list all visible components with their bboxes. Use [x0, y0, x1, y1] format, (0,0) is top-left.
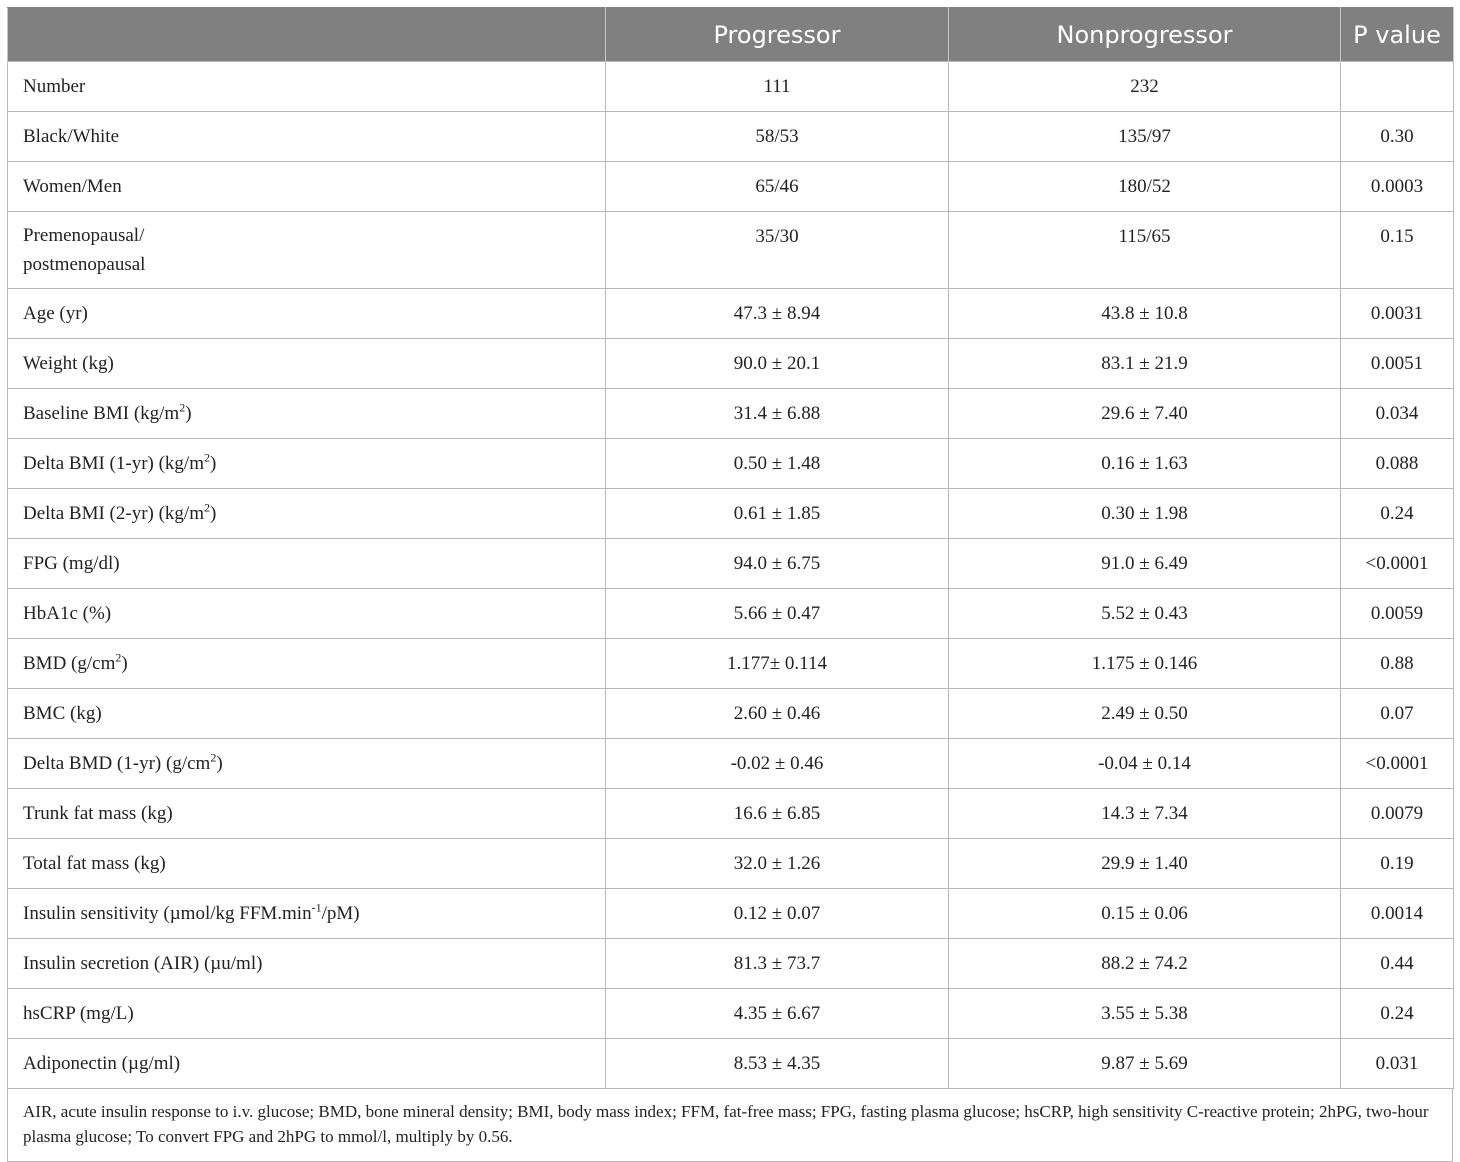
- row-label-line2: postmenopausal: [23, 254, 146, 275]
- data-table-container: [7, 7, 1453, 1162]
- row-label-superscript: -1: [311, 900, 322, 915]
- row-label-suffix: ): [209, 502, 217, 524]
- table-row: [8, 589, 1454, 639]
- row-label: Number: [8, 62, 606, 112]
- p-value: 0.30: [1341, 112, 1454, 162]
- nonprogressor-value: 115/65: [949, 212, 1341, 289]
- progressor-value: 32.0 ± 1.26: [606, 839, 949, 889]
- table-header-row: [8, 8, 1454, 62]
- progressor-value: 4.35 ± 6.67: [606, 989, 949, 1039]
- table-row: [8, 162, 1454, 212]
- row-label-superscript: 2: [179, 400, 186, 415]
- progressor-value: 16.6 ± 6.85: [606, 789, 949, 839]
- table-row: [8, 489, 1454, 539]
- nonprogressor-value: -0.04 ± 0.14: [949, 739, 1341, 789]
- nonprogressor-value: 0.30 ± 1.98: [949, 489, 1341, 539]
- row-label-superscript: 2: [115, 650, 122, 665]
- nonprogressor-value: 91.0 ± 6.49: [949, 539, 1341, 589]
- row-label: [8, 639, 606, 689]
- row-label-text: BMD (g/cm: [23, 652, 116, 674]
- table-row: [8, 739, 1454, 789]
- p-value: 0.0031: [1341, 289, 1454, 339]
- row-label: HbA1c (%): [8, 589, 606, 639]
- row-label: Total fat mass (kg): [8, 839, 606, 889]
- nonprogressor-value: 14.3 ± 7.34: [949, 789, 1341, 839]
- row-label-line1: Premenopausal/: [23, 225, 145, 246]
- progressor-value: 2.60 ± 0.46: [606, 689, 949, 739]
- row-label: Black/White: [8, 112, 606, 162]
- progressor-value: 90.0 ± 20.1: [606, 339, 949, 389]
- nonprogressor-value: 3.55 ± 5.38: [949, 989, 1341, 1039]
- nonprogressor-value: 9.87 ± 5.69: [949, 1039, 1341, 1089]
- p-value: 0.031: [1341, 1039, 1454, 1089]
- progressor-value: 0.50 ± 1.48: [606, 439, 949, 489]
- row-label: Insulin secretion (AIR) (µu/ml): [8, 939, 606, 989]
- p-value: 0.15: [1341, 212, 1454, 289]
- row-label: Adiponectin (µg/ml): [8, 1039, 606, 1089]
- table-row: [8, 62, 1454, 112]
- table-row: [8, 639, 1454, 689]
- p-value: 0.088: [1341, 439, 1454, 489]
- row-label: BMC (kg): [8, 689, 606, 739]
- p-value: 0.07: [1341, 689, 1454, 739]
- row-label: [8, 889, 606, 939]
- nonprogressor-value: 180/52: [949, 162, 1341, 212]
- p-value: 0.0079: [1341, 789, 1454, 839]
- row-label-superscript: 2: [203, 500, 210, 515]
- progressor-value: 81.3 ± 73.7: [606, 939, 949, 989]
- row-label: Women/Men: [8, 162, 606, 212]
- p-value: 0.0014: [1341, 889, 1454, 939]
- nonprogressor-value: 5.52 ± 0.43: [949, 589, 1341, 639]
- row-label-text: Delta BMD (1-yr) (g/cm: [23, 752, 211, 774]
- table-row: [8, 1039, 1454, 1089]
- progressor-value: 1.177± 0.114: [606, 639, 949, 689]
- nonprogressor-value: 2.49 ± 0.50: [949, 689, 1341, 739]
- nonprogressor-value: 29.6 ± 7.40: [949, 389, 1341, 439]
- p-value: 0.0003: [1341, 162, 1454, 212]
- table-row: [8, 389, 1454, 439]
- nonprogressor-value: 232: [949, 62, 1341, 112]
- progressor-value: 5.66 ± 0.47: [606, 589, 949, 639]
- table-row: [8, 939, 1454, 989]
- p-value: 0.24: [1341, 489, 1454, 539]
- header-nonprogressor: Nonprogressor: [949, 8, 1341, 62]
- row-label-text: Delta BMI (2-yr) (kg/m: [23, 502, 204, 524]
- row-label-text: Delta BMI (1-yr) (kg/m: [23, 452, 204, 474]
- row-label-suffix: ): [209, 452, 217, 474]
- table-row: [8, 989, 1454, 1039]
- nonprogressor-value: 0.15 ± 0.06: [949, 889, 1341, 939]
- row-label-suffix: /pM): [321, 902, 360, 924]
- row-label: [8, 489, 606, 539]
- row-label: Weight (kg): [8, 339, 606, 389]
- row-label-text: Insulin sensitivity (µmol/kg FFM.min: [23, 902, 312, 924]
- nonprogressor-value: 88.2 ± 74.2: [949, 939, 1341, 989]
- row-label: Age (yr): [8, 289, 606, 339]
- p-value: 0.88: [1341, 639, 1454, 689]
- table-row: [8, 339, 1454, 389]
- p-value: 0.034: [1341, 389, 1454, 439]
- progressor-value: 65/46: [606, 162, 949, 212]
- table-row: [8, 212, 1454, 289]
- comparison-table: [7, 7, 1454, 1089]
- header-p-value: P value: [1341, 8, 1454, 62]
- p-value: 0.24: [1341, 989, 1454, 1039]
- table-row: [8, 789, 1454, 839]
- p-value: 0.19: [1341, 839, 1454, 889]
- progressor-value: 94.0 ± 6.75: [606, 539, 949, 589]
- row-label-suffix: ): [185, 402, 192, 424]
- table-footnote: AIR, acute insulin response to i.v. glucose; BMD, bone mineral density; BMI, body mass index; FFM, fat-free mass; FPG, fasting plasma glucose; hsCRP, high sensitivity C-reactive protein; 2hPG, two-hour plasma glucose; To convert FPG and 2hPG to mmol/l, multiply by 0.56.: [7, 1089, 1453, 1162]
- p-value: 0.44: [1341, 939, 1454, 989]
- p-value: 0.0051: [1341, 339, 1454, 389]
- nonprogressor-value: 135/97: [949, 112, 1341, 162]
- row-label: [8, 212, 606, 289]
- row-label-text: Baseline BMI (kg/m: [23, 402, 180, 424]
- row-label-superscript: 2: [203, 450, 210, 465]
- nonprogressor-value: 29.9 ± 1.40: [949, 839, 1341, 889]
- table-row: [8, 439, 1454, 489]
- row-label: hsCRP (mg/L): [8, 989, 606, 1039]
- nonprogressor-value: 0.16 ± 1.63: [949, 439, 1341, 489]
- table-row: [8, 112, 1454, 162]
- nonprogressor-value: 43.8 ± 10.8: [949, 289, 1341, 339]
- p-value: <0.0001: [1341, 539, 1454, 589]
- table-row: [8, 689, 1454, 739]
- progressor-value: 47.3 ± 8.94: [606, 289, 949, 339]
- p-value: 0.0059: [1341, 589, 1454, 639]
- table-row: [8, 289, 1454, 339]
- progressor-value: 35/30: [606, 212, 949, 289]
- row-label: [8, 739, 606, 789]
- p-value: [1341, 62, 1454, 112]
- table-row: [8, 539, 1454, 589]
- progressor-value: 0.61 ± 1.85: [606, 489, 949, 539]
- table-row: [8, 889, 1454, 939]
- nonprogressor-value: 83.1 ± 21.9: [949, 339, 1341, 389]
- row-label: FPG (mg/dl): [8, 539, 606, 589]
- header-progressor: Progressor: [606, 8, 949, 62]
- progressor-value: -0.02 ± 0.46: [606, 739, 949, 789]
- row-label: [8, 439, 606, 489]
- progressor-value: 31.4 ± 6.88: [606, 389, 949, 439]
- row-label-suffix: ): [216, 752, 223, 774]
- nonprogressor-value: 1.175 ± 0.146: [949, 639, 1341, 689]
- row-label: [8, 389, 606, 439]
- progressor-value: 111: [606, 62, 949, 112]
- p-value: <0.0001: [1341, 739, 1454, 789]
- header-label-column: [8, 8, 606, 62]
- progressor-value: 8.53 ± 4.35: [606, 1039, 949, 1089]
- table-row: [8, 839, 1454, 889]
- row-label: Trunk fat mass (kg): [8, 789, 606, 839]
- progressor-value: 58/53: [606, 112, 949, 162]
- progressor-value: 0.12 ± 0.07: [606, 889, 949, 939]
- row-label-suffix: ): [121, 652, 128, 674]
- row-label-superscript: 2: [210, 750, 217, 765]
